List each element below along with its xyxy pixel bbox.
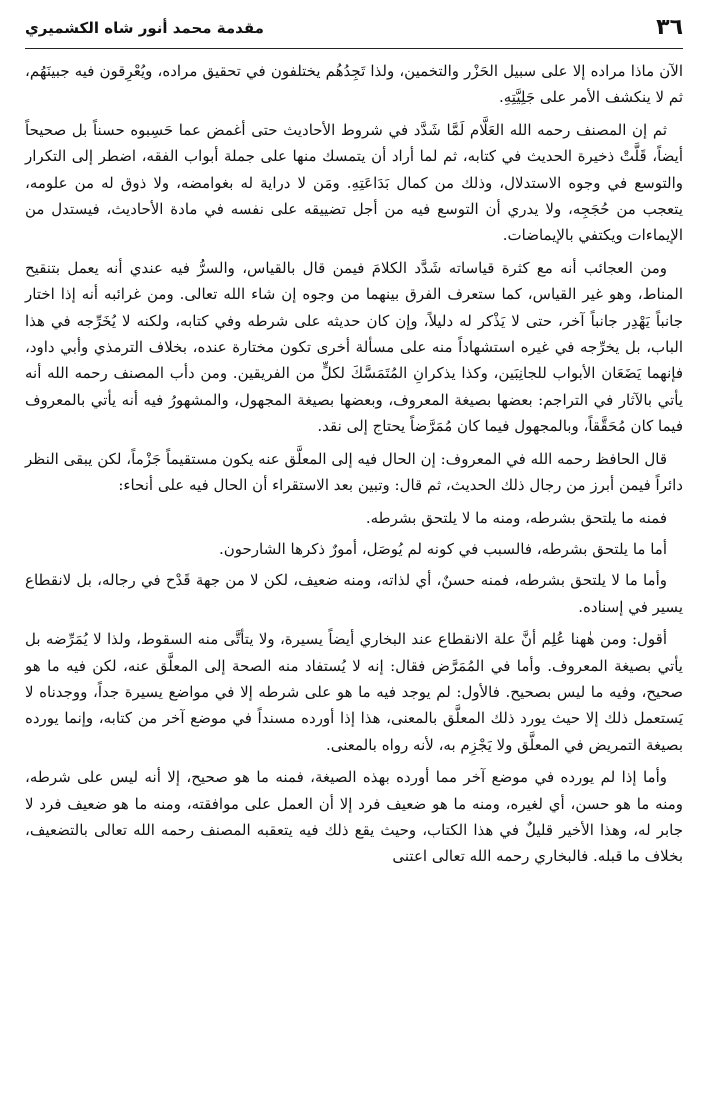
paragraph-5: وأما ما لا يلتحق بشرطه، فمنه حسنٌ، أي لذاته، ومنه ضعيف، لكن لا من جهة قَدْح في رجاله، بل لانقطاع يسير في إسناده. (25, 571, 683, 616)
list-item-1: فمنه ما يلتحق بشرطه، ومنه ما لا يلتحق بشرطه. (365, 508, 667, 527)
header-rule (25, 48, 683, 49)
paragraph-4: قال الحافظ رحمه الله في المعروف: إن الحال فيه إلى المعلَّق عنه يكون مستقيماً جَزْماً، لكن يبقى النظر دائراً فيمن أبرز من رجال ذلك الحديث، ثم قال: وتبين بعد الاستقراء أن الحال فيه على أنحاء: (25, 449, 683, 495)
paragraph-7: وأما إذا لم يورده في موضع آخر مما أورده بهذه الصيغة، فمنه ما هو صحيح، إلا أنه ليس على شرطه، ومنه ما هو حسن، أي لغيره، ومنه ما هو ضعيف فرد إلا أن العمل على موافقته، ومنه ما هو ضعيف فرد لا جابر له، وهذا الأخير قليلٌ في هذا الكتاب، وحيث يقع ذلك فيه يتعقبه المصنف رحمه الله تعالى بالتضعيف، بخلاف ما قبله. فالبخاري رحمه الله تعالى اعتنى (25, 768, 683, 866)
body-text (25, 58, 683, 870)
paragraph-1: الآن ماذا مراده إلا على سبيل الحَزْر والتخمين، ولذا تَجِدُهُم يختلفون في تحقيق مراده، ويُعْرِقون فيه جبينَهُم، ثم لا ينكشف الأمر على جَلِيَّتِهِ. (25, 62, 683, 107)
running-head (25, 8, 683, 42)
running-title: مقدمة محمد أنور شاه الكشميري (25, 19, 264, 37)
paragraph-3: ومن العجائب أنه مع كثرة قياساته شَدَّد الكلامَ فيمن قال بالقياس، والسرُّ فيه عندي أنه يعمل بتنقيح المناط، وهو غير القياس، كما ستعرف الفرق بينهما من وجوه إن شاء الله تعالى. ومن غرائبه أنه إذا اختار جانباً يَهْدِر جانباً آخر، حتى لا يَذْكر له دليلاً، وإن كان حديثه على شرطه وفي كتابه، ولكنه لا يُخَرِّجه في هذا الباب، بل يخرِّجه في غيره استشهاداً منه على مسألة أخرى تكون مختارة عنده، بخلاف الترمذي وأبي داود، فإنهما يَضَعَان الأبواب للجانِبَين، وكذا يذكرانِ المُتَمَسَّكَ لكلٍّ من الفريقين. ومن دأب المصنف رحمه الله أنه يأتي بالآثار في التراجم: بعضها بصيغة المعروف، وبعضها بصيغة المجهول، والمشهورُ فيه أنه يأتي بالمعروف فيما كان مُحَقَّقاً، وبالمجهول فيما كان مُمَرَّضاً يحتاج إلى نقد. (25, 258, 683, 436)
page-number: ٣٦ (656, 15, 683, 40)
paragraph-2: ثم إن المصنف رحمه الله العَلَّام لَمَّا شَدَّد في شروط الأحاديث حتى أغمض عما حَسِبوه حسناً بل صحيحاً أيضاً، قَلَّتْ ذخيرة الحديث في كتابه، ثم لما أراد أن يتمسك منها على جملة أبواب الفقه، اضطر إلى التكرار والتوسع في وجوه الاستدلال، وذلك من كمال بَدَاعَتِهِ. ومَن لا دراية له بغوامضه، ولا ذوق له من علومه، يتعجب من حُجَجِه، ولا يدري أن التوسع فيه من أجل تضييقه على نفسه في مادة الأحاديث، فيستدل من الإيماءات ويكتفي بالإيماضات. (25, 120, 684, 245)
list-item-2: أما ما يلتحق بشرطه، فالسبب في كونه لم يُوصَل، أمورٌ ذكرها الشارحون. (219, 539, 667, 558)
paragraph-6: أقول: ومن هٰهنا عُلِم أنَّ علة الانقطاع عند البخاري أيضاً يسيرة، ولا يتأتَّى منه السقوط، ولذا لا يُمَرِّضه بل يأتي بصيغة المعروف. وأما في المُمَرَّض فقال: إنه لا يُستفاد منه الصحة إلى المعلَّق عنه، لكن فيه ما هو صحيح، وفيه ما ليس بصحيح. فالأول: لم يوجد فيه ما هو على شرطه إلا في مواضع يسيرة جداً، ووجدناه لا يَستعمل ذلك إلا حيث يورد ذلك المعلَّق بالمعنى، هذا إذا أورده مسنداً في موضع آخر من كتابه، وإنما يورده بصيغة التمريض في المعلَّق ولا يَجْزِم به، لأنه رواه بالمعنى. (25, 630, 683, 754)
